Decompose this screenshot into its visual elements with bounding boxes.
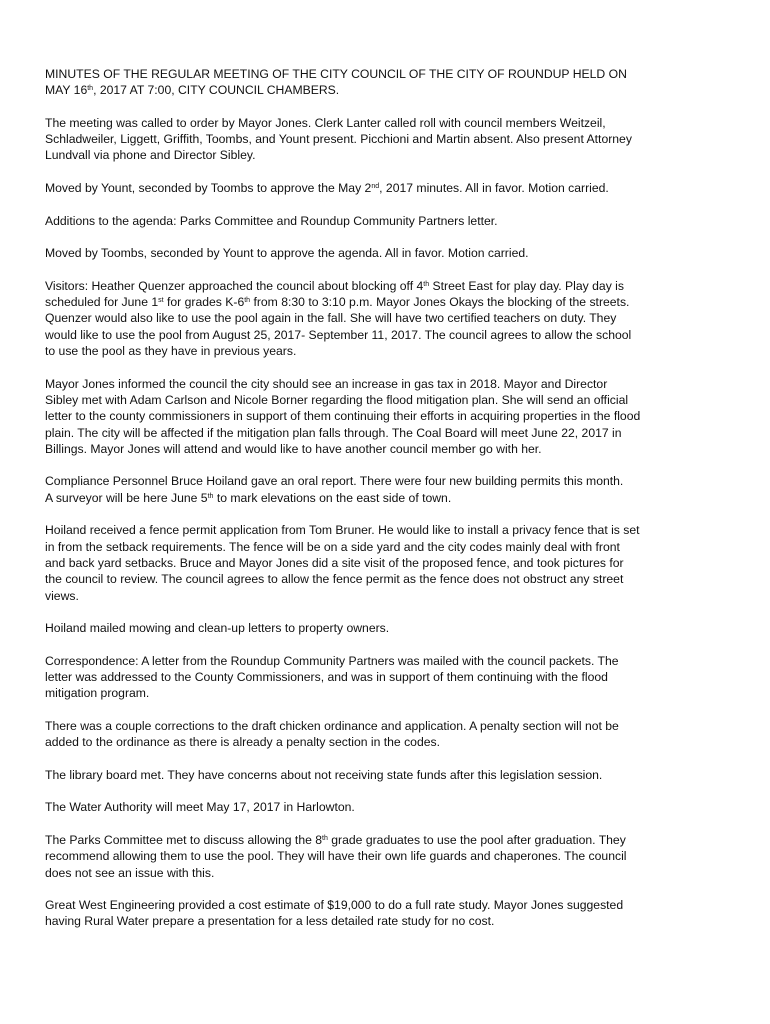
paragraph-text-part: grade graduates to use the pool after graduation. They recommend allowing them to use the pool. They will have their own life guards and chaperones. The council does not see an issue with this. (45, 832, 627, 880)
paragraph-approve-agenda: Moved by Toombs, seconded by Yount to approve the agenda. All in favor. Motion carried. (45, 246, 529, 261)
paragraph-visitors (45, 278, 735, 359)
minutes-heading (45, 66, 735, 99)
paragraph-text-part: , 2017 minutes. All in favor. Motion carried. (379, 181, 609, 196)
paragraph-call-to-order: The meeting was called to order by Mayor Jones. Clerk Lanter called roll with council members Weitzeil, Schladweiler, Liggett, Griffith, Toombs, and Yount present. Picchioni and Martin absent. Also present Attorney Lundvall via phone and Director Sibley. (45, 115, 632, 163)
paragraph-text-part: The Parks Committee met to discuss allowing the 8 (45, 832, 323, 847)
ordinal-suffix: th (322, 834, 328, 842)
paragraph-agenda-additions: Additions to the agenda: Parks Committee and Roundup Community Partners letter. (45, 213, 498, 228)
ordinal-suffix: th (207, 492, 214, 500)
paragraph-fence-permit: Hoiland received a fence permit application from Tom Bruner. He would like to install a privacy fence that is set in from the setback requirements. The fence will be on a side yard and the city codes mainly deal with front and back yard setbacks. Bruce and Mayor Jones did a site visit of the proposed fence, and took pictures for the council to review. The council agrees to allow the fence permit as the fence does not obstruct any street views. (45, 523, 640, 603)
paragraph-engineering-estimate: Great West Engineering provided a cost estimate of $19,000 to do a full rate study. Mayor Jones suggested having Rural Water prepare a presentation for a less detailed rate study for no cost. (45, 898, 624, 929)
ordinal-suffix: nd (371, 183, 380, 191)
paragraph-chicken-ordinance: There was a couple corrections to the draft chicken ordinance and application. A penalty section will not be added to the ordinance as there is already a penalty section in the codes. (45, 718, 619, 750)
paragraph-text-part: Street East for play day. Play day is scheduled for June 1 (45, 278, 624, 310)
paragraph-text-part: Compliance Personnel Bruce Hoiland gave an oral report. There were four new building permits this month. A surveyor will be here June 5 (45, 474, 624, 505)
ordinal-suffix: st (158, 297, 164, 305)
paragraph-text-part: Moved by Yount, seconded by Toombs to approve the May 2 (45, 181, 372, 196)
paragraph-text-part: to mark elevations on the east side of town. (213, 490, 452, 505)
paragraph-text-part: for grades K-6 (163, 295, 245, 310)
ordinal-suffix: th (87, 85, 94, 93)
ordinal-suffix: th (244, 297, 251, 305)
paragraph-approve-minutes (45, 180, 735, 196)
paragraph-text-part: from 8:30 to 3:10 p.m. Mayor Jones Okays the blocking of the streets. Quenzer would also like to use the pool again in the fall. She will have two certified teachers on duty. They would like to use the pool from August 25, 2017- September 11, 2017. The council agrees to allow the school to use the pool as they have in previous years. (45, 295, 632, 359)
paragraph-parks-committee (45, 832, 735, 881)
paragraph-compliance-report (45, 473, 735, 506)
document-page (45, 66, 735, 946)
paragraph-correspondence: Correspondence: A letter from the Roundup Community Partners was mailed with the council packets. The letter was addressed to the County Commissioners, and was in support of them continuing with the flood mitigation program. (45, 653, 619, 701)
paragraph-text-part: Visitors: Heather Quenzer approached the council about blocking off 4 (45, 278, 424, 293)
paragraph-gas-tax: Mayor Jones informed the council the city should see an increase in gas tax in 2018. Mayor and Director Sibley met with Adam Carlson and Nicole Borner regarding the flood mitigation plan. She will send an official letter to the county commissioners in support of them continuing their efforts in acquiring properties in the flood plain. The city will be affected if the mitigation plan falls through. The Coal Board will meet June 22, 2017 in Billings. Mayor Jones will attend and would like to have another council member go with her. (45, 376, 641, 456)
paragraph-mowing-letters: Hoiland mailed mowing and clean-up letters to property owners. (45, 621, 390, 636)
heading-text-part: , 2017 AT 7:00, CITY COUNCIL CHAMBERS. (93, 83, 340, 98)
heading-text-part: MINUTES OF THE REGULAR MEETING OF THE CITY COUNCIL OF THE CITY OF ROUNDUP HELD ON MAY 16 (45, 67, 627, 98)
paragraph-library-board: The library board met. They have concerns about not receiving state funds after this legislation session. (45, 767, 603, 782)
paragraph-water-authority: The Water Authority will meet May 17, 2017 in Harlowton. (45, 800, 355, 815)
ordinal-suffix: th (423, 280, 430, 288)
